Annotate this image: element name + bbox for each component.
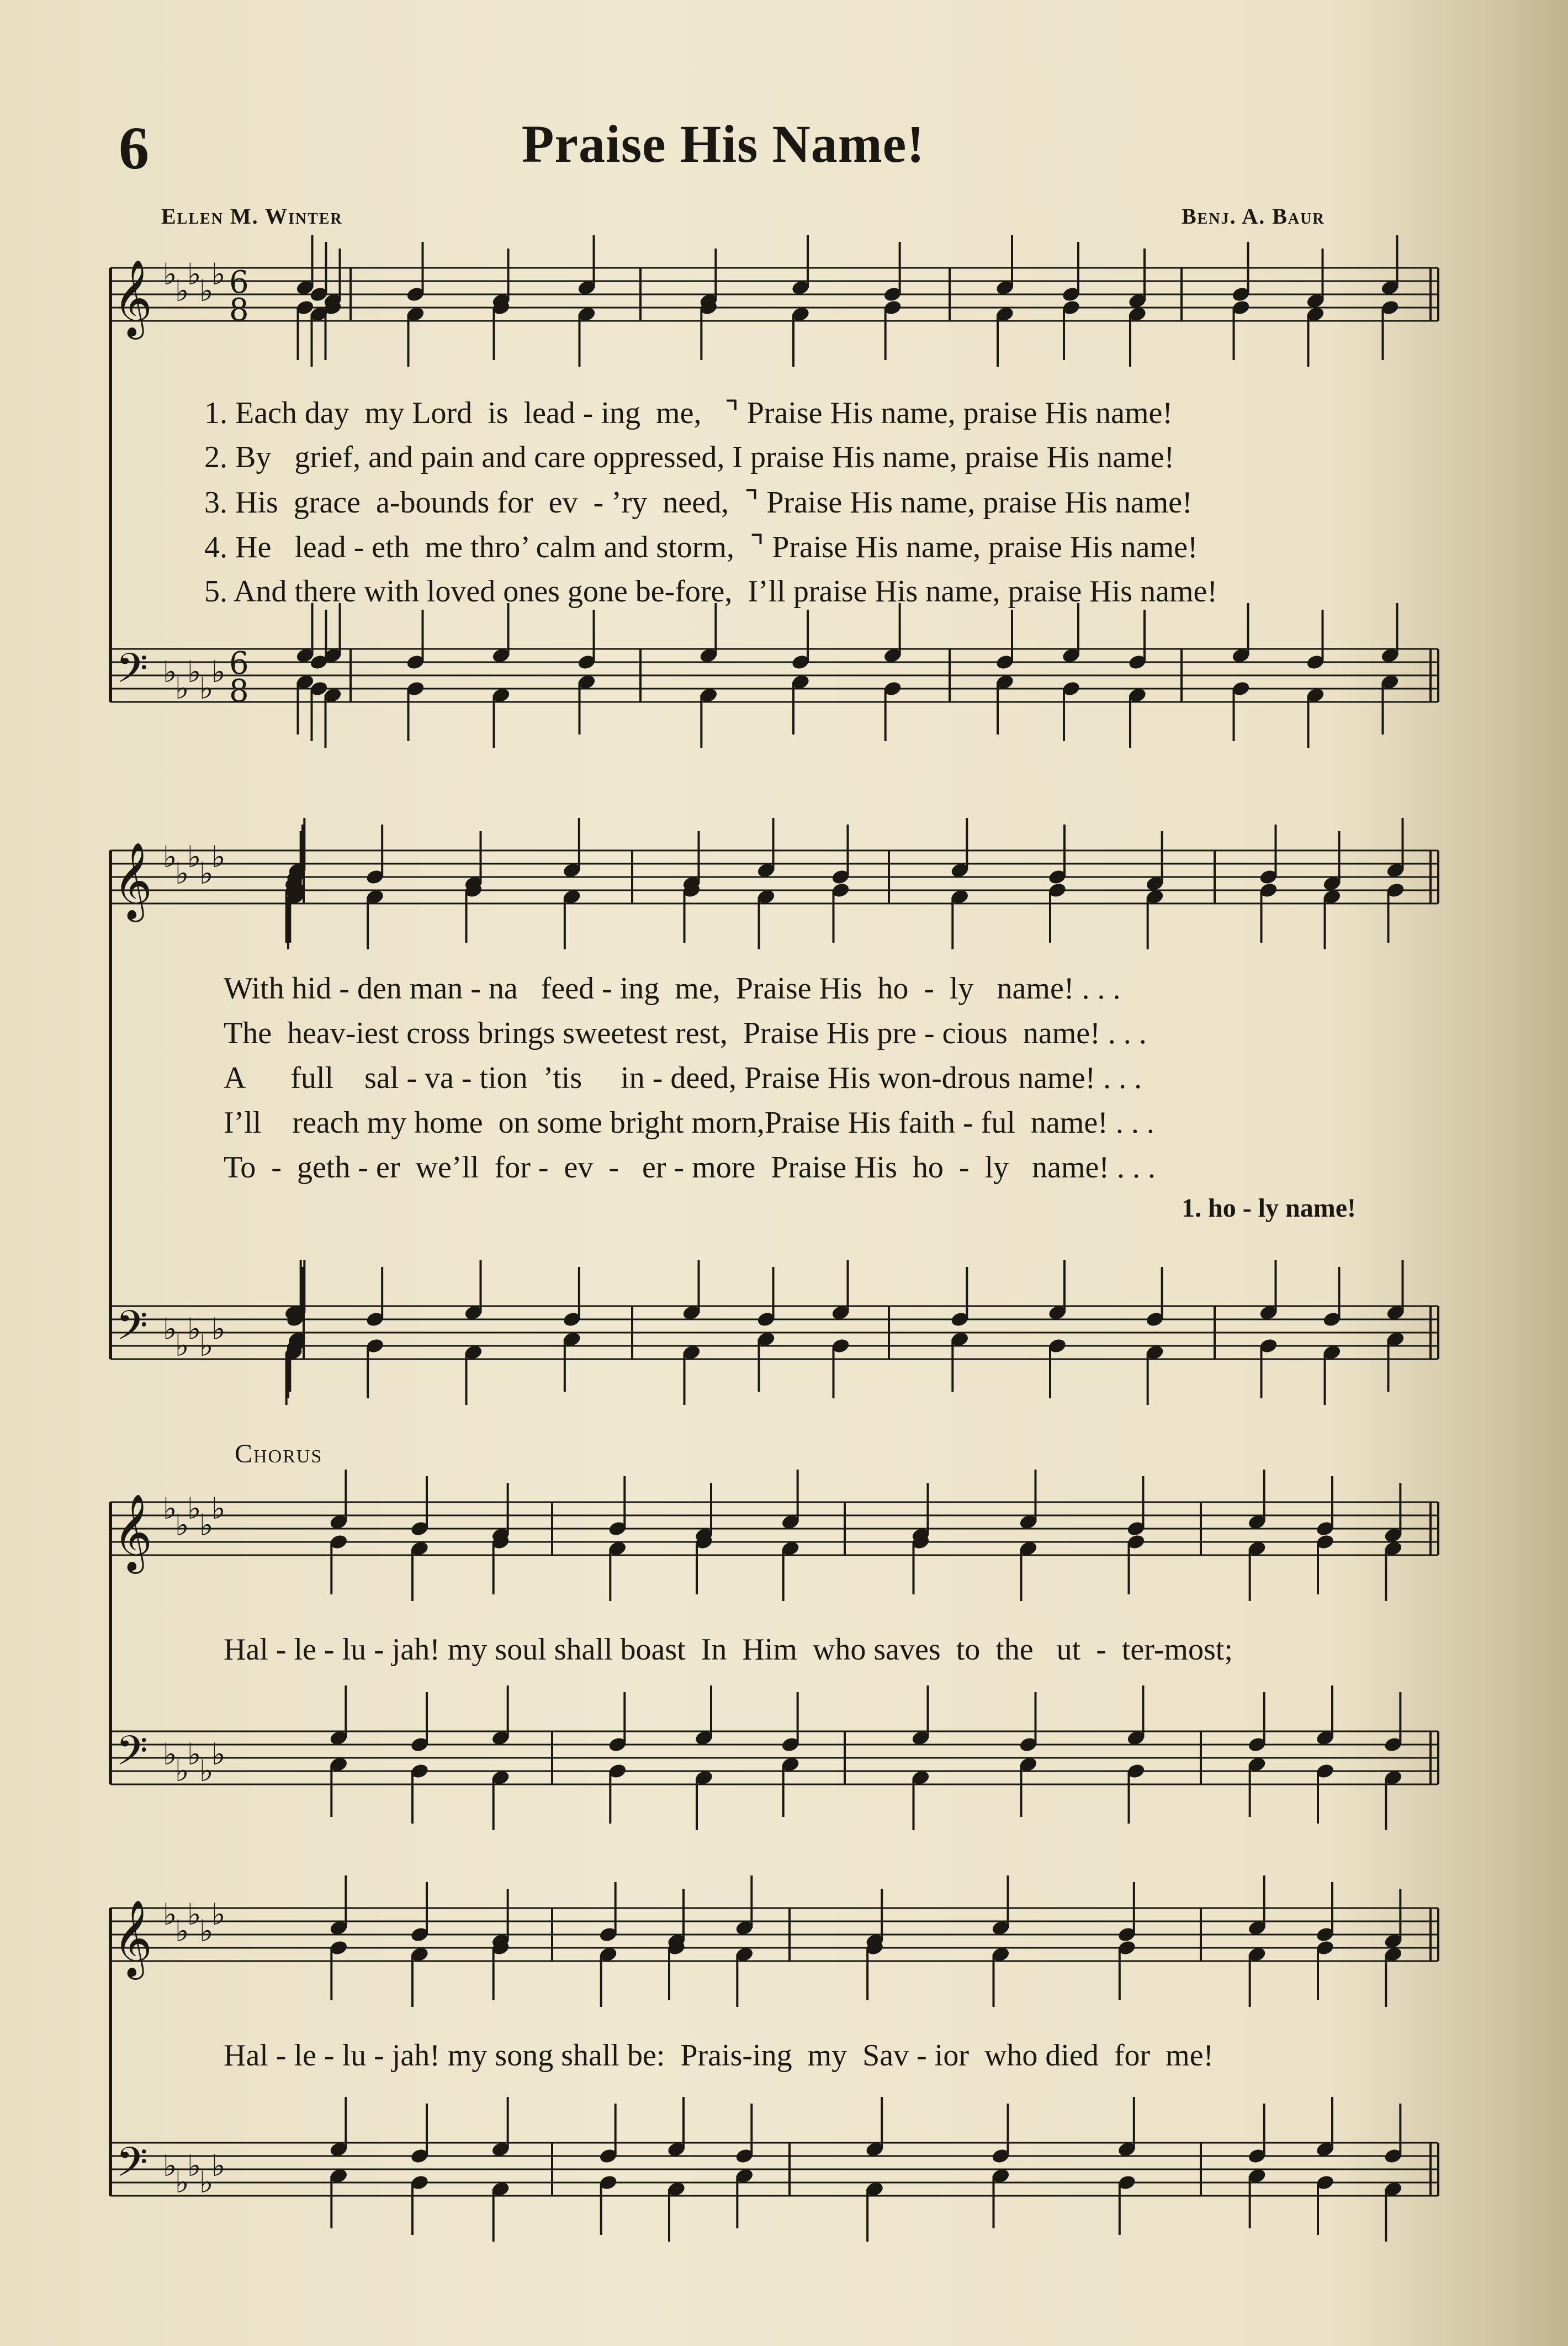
clef-glyph: ♭ xyxy=(199,1914,214,1948)
clef-glyph: ♭ xyxy=(163,1312,177,1346)
verse-1-line-1: 1. Each day my Lord is lead - ing me, ⌝ Praise His name, praise His name! xyxy=(204,396,1173,430)
clef-glyph: 𝄢 xyxy=(116,1302,148,1360)
clef-glyph: ♭ xyxy=(211,654,226,689)
lyricist-credit: Ellen M. Winter xyxy=(161,204,343,229)
clef-glyph: 𝄞 xyxy=(113,842,152,919)
clef-glyph: ♭ xyxy=(175,1328,189,1363)
clef-glyph: ♭ xyxy=(175,1753,189,1788)
clef-glyph: 𝄢 xyxy=(116,1727,148,1785)
clef-glyph: 6 xyxy=(229,265,249,300)
hymn-title: Praise His Name! xyxy=(521,114,925,173)
clef-glyph: ♭ xyxy=(187,257,202,292)
clef-glyph: ♭ xyxy=(199,273,214,308)
chorus-lyric-line-2: Hal - le - lu - jah! my song shall be: Prais-ing my Sav - ior who died for me! xyxy=(224,2038,1214,2073)
chorus-label: Chorus xyxy=(235,1439,323,1468)
clef-glyph: ♭ xyxy=(211,1312,226,1346)
clef-glyph: ♭ xyxy=(163,839,177,874)
clef-glyph: ♭ xyxy=(163,1491,177,1526)
clef-glyph: 𝄞 xyxy=(113,260,152,336)
clef-glyph: 𝄢 xyxy=(116,2138,148,2196)
clef-glyph: 6 xyxy=(229,646,249,681)
clef-glyph: 8 xyxy=(229,673,249,709)
clef-glyph: ♭ xyxy=(175,1914,189,1948)
clef-glyph: ♭ xyxy=(199,1753,214,1788)
verse-3-line-1: 3. His grace a-bounds for ev - ’ry need, ⌝ Praise His name, praise His name! xyxy=(204,485,1193,520)
clef-glyph: ♭ xyxy=(163,2148,177,2183)
verse-5-line-2: To - geth - er we’ll for - ev - er - more Praise His ho - ly name! . . . xyxy=(224,1150,1156,1185)
clef-glyph: ♭ xyxy=(211,1491,226,1526)
verse-5-line-1: 5. And there with loved ones gone be-fore, I’ll praise His name, praise His name! xyxy=(204,574,1218,609)
clef-glyph: ♭ xyxy=(211,257,226,292)
clef-glyph: ♭ xyxy=(187,1897,202,1932)
clef-glyph: ♭ xyxy=(199,671,214,706)
page-number: 6 xyxy=(119,114,149,182)
verse-3-line-2: A full sal - va - tion ’tis in - deed, Praise His won-drous name! . . . xyxy=(224,1061,1142,1095)
clef-glyph: ♭ xyxy=(175,273,189,308)
verse-2-line-1: 2. By grief, and pain and care oppressed, I praise His name, praise His name! xyxy=(204,440,1175,474)
clef-glyph: ♭ xyxy=(163,257,177,292)
clef-glyph: 𝄞 xyxy=(113,1494,152,1571)
clef-glyph: ♭ xyxy=(199,2165,214,2200)
clef-glyph: ♭ xyxy=(211,2148,226,2183)
first-ending-lyric: 1. ho - ly name! xyxy=(1182,1193,1356,1223)
clef-glyph: ♭ xyxy=(175,2165,189,2200)
verse-2-line-2: The heav-iest cross brings sweetest rest, Praise His pre - cious name! . . . xyxy=(224,1016,1147,1050)
clef-glyph: ♭ xyxy=(199,1328,214,1363)
clef-glyph: ♭ xyxy=(211,1897,226,1932)
clef-glyph: ♭ xyxy=(187,1312,202,1346)
clef-glyph: ♭ xyxy=(163,1897,177,1932)
clef-glyph: ♭ xyxy=(199,1508,214,1542)
verse-1-line-2: With hid - den man - na feed - ing me, Praise His ho - ly name! . . . xyxy=(224,971,1121,1006)
clef-glyph: ♭ xyxy=(199,856,214,891)
clef-glyph: 𝄢 xyxy=(116,644,148,702)
clef-glyph: ♭ xyxy=(211,1737,226,1772)
clef-glyph: ♭ xyxy=(163,1737,177,1772)
clef-glyph: ♭ xyxy=(175,1508,189,1542)
clef-glyph: ♭ xyxy=(187,1737,202,1772)
clef-glyph: 8 xyxy=(229,292,249,328)
clef-glyph: ♭ xyxy=(187,2148,202,2183)
clef-glyph: ♭ xyxy=(163,654,177,689)
clef-glyph: ♭ xyxy=(187,839,202,874)
clef-glyph: ♭ xyxy=(187,1491,202,1526)
verse-4-line-2: I’ll reach my home on some bright morn,Praise His faith - ful name! . . . xyxy=(224,1106,1154,1140)
clef-glyph: ♭ xyxy=(187,654,202,689)
verse-4-line-1: 4. He lead - eth me thro’ calm and storm, ⌝ Praise His name, praise His name! xyxy=(204,530,1198,564)
composer-credit: Benj. A. Baur xyxy=(1182,204,1325,229)
clef-glyph: ♭ xyxy=(175,856,189,891)
clef-glyph: ♭ xyxy=(175,671,189,706)
clef-glyph: 𝄞 xyxy=(113,1900,152,1977)
clef-glyph: ♭ xyxy=(211,839,226,874)
chorus-lyric-line-1: Hal - le - lu - jah! my soul shall boast In Him who saves to the ut - ter-most; xyxy=(224,1632,1233,1667)
